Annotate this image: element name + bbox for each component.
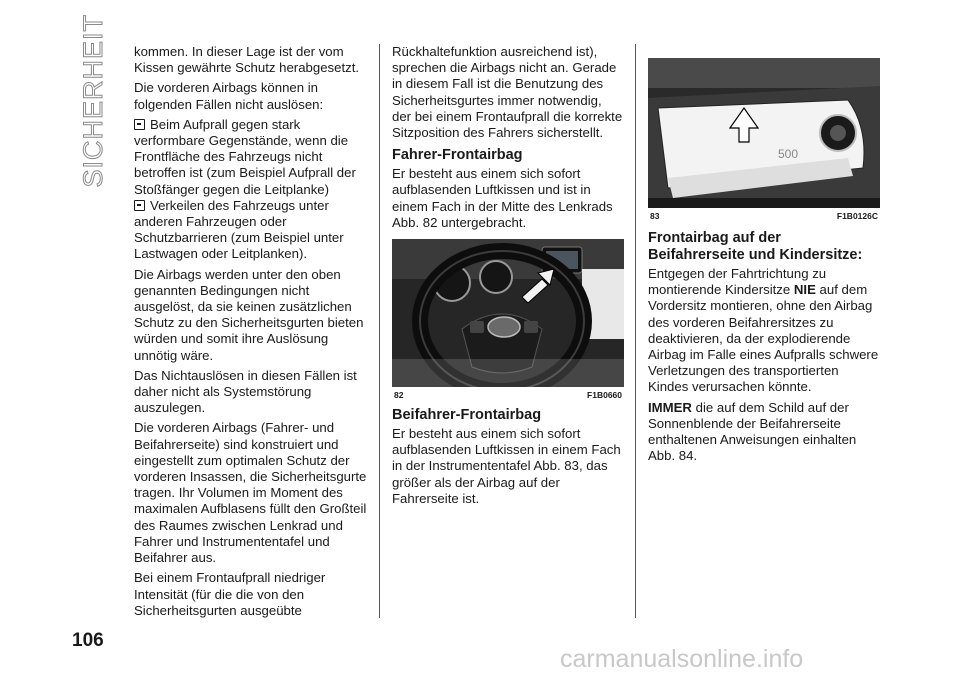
paragraph [648,266,880,396]
paragraph [648,400,880,465]
text-column-3 [648,44,880,468]
emphasis-text: NIE [793,282,816,298]
paragraph-text: auf dem Vordersitz montieren, ohne den Airbag des vorderen Beifahrersitzes zu deaktivieren, da der explodierende Airbag im Falle eines Aufpralls schwere Verletzungen des transportierten Kindes verursachen könnte. [648,282,879,395]
emphasis-text: IMMER [648,399,692,415]
paragraph: kommen. In dieser Lage ist der vom Kissen gewährte Schutz herabgesetzt. [134,44,360,76]
figure-caption [392,387,624,401]
figure-82 [392,239,624,401]
steering-wheel-illustration [392,239,624,387]
car-logo-icon: 500 [778,147,799,161]
list-item-text: Verkeilen des Fahrzeugs unter anderen Fahrzeugen oder Schutzbarrieren (zum Beispiel unter Lastwagen oder Leitplanken). [134,197,344,262]
section-tab [76,14,110,188]
list-item [134,117,372,198]
figure-number: 82 [394,390,404,401]
paragraph: Rückhaltefunktion ausreichend ist), sprechen die Airbags nicht an. Gerade in diesem Fall ist die Benutzung des Sicherheitsgurtes immer notwendig, der bei einem Frontaufprall die korrekte Sitzposition des Fahrers sicherstellt. [392,44,623,141]
passenger-dashboard-illustration [648,58,880,208]
section-heading: Frontairbag auf der Beifahrerseite und Kindersitze: [648,230,863,263]
bullet-box-icon [134,200,145,211]
figure-code: F1B0660 [587,390,622,401]
paragraph: Die vorderen Airbags können in folgenden Fällen nicht auslösen: [134,80,324,112]
paragraph-text: Entgegen der Fahrtrichtung zu montierende Kindersitze [648,266,827,298]
figure-83 [648,58,880,222]
figure-caption [648,208,880,222]
watermark: carmanualsonline.info [560,645,804,673]
paragraph-text: die auf dem Schild auf der Sonnenblende der Beifahrerseite enthaltenen Anweisungen einhalten Abb. 84. [648,399,857,464]
page-number: 106 [72,630,104,651]
figure-number: 83 [650,211,660,221]
list-item [134,198,372,263]
column-divider [635,44,636,618]
figure-code: F1B0126C [836,211,878,221]
paragraph: Er besteht aus einem sich sofort aufblasenden Luftkissen in einem Fach in der Instrumententafel Abb. 83, das größer als der Airbag auf der Fahrerseite ist. [392,426,621,506]
section-label: SICHERHEIT [77,14,108,188]
paragraph: Er besteht aus einem sich sofort aufblasenden Luftkissen und ist in einem Fach in der Mitte des Lenkrads Abb. 82 untergebracht. [392,166,613,230]
paragraph: Die Airbags werden unter den oben genannten Bedingungen nicht ausgelöst, da sie keinen zusätzlichen Schutz zu den Sicherheitsgurten bieten würden und somit ihre Auslösung unnötig wäre. [134,266,364,363]
bullet-box-icon [134,119,145,130]
column-divider [379,44,380,618]
paragraph: Die vorderen Airbags (Fahrer- und Beifahrerseite) sind konstruiert und eingestellt zum optimalen Schutz der vorderen Insassen, die Sicherheitsgurte tragen. Ihr Volumen im Moment des maximalen Aufblasens füllt den Großteil des Raumes zwischen Lenkrad und Fahrer und Instrumententafel und Beifahrer aus. [134,420,367,566]
section-heading: Fahrer-Frontairbag [392,147,523,164]
section-heading: Beifahrer-Frontairbag [392,407,542,424]
paragraph: Das Nichtauslösen in diesen Fällen ist daher nicht als Systemstörung auszulegen. [134,367,357,416]
text-column-2 [392,44,624,511]
list-item-text: Beim Aufprall gegen stark verformbare Gegenstände, wenn die Frontfläche des Fahrzeugs nicht betroffen ist (zum Beispiel Aufprall der Stoßfänger gegen die Leitplanke) [134,116,356,197]
paragraph: Bei einem Frontaufprall niedriger Intensität (für die die von den Sicherheitsgurten ausgeübte [134,570,326,618]
text-column-1 [134,44,372,623]
